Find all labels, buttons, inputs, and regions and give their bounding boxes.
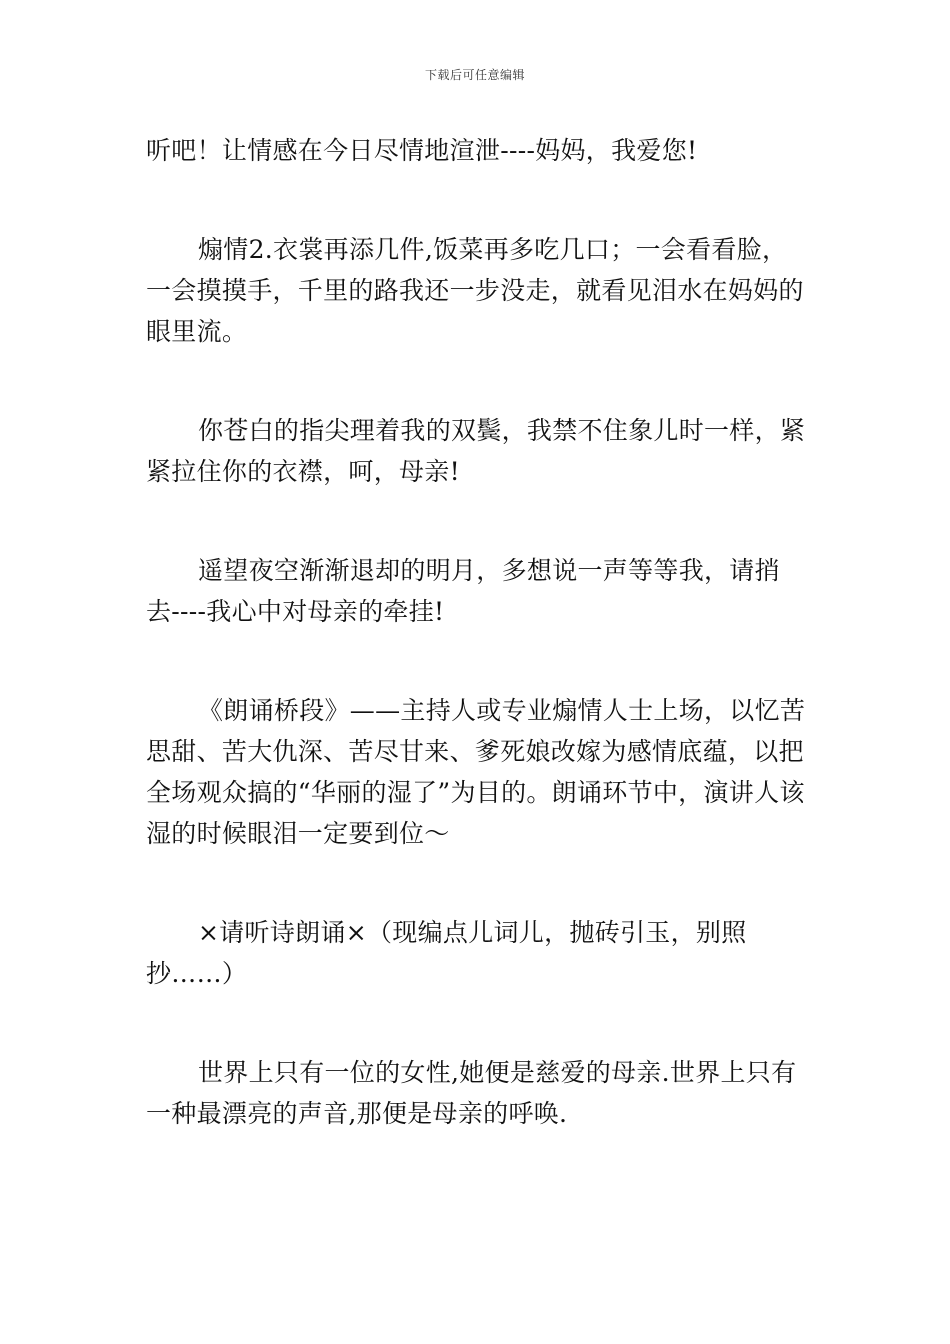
paragraph-5: 《朗诵桥段》——主持人或专业煽情人士上场，以忆苦思甜、苦大仇深、苦尽甘来、爹死娘改嫁为感情底蕴，以把全场观众搞的“华丽的湿了”为目的。朗诵环节中，演讲人该湿的时候眼泪一定要到位～ xyxy=(146,696,806,848)
paragraph-7: 世界上只有一位的女性,她便是慈爱的母亲.世界上只有一种最漂亮的声音,那便是母亲的呼唤. xyxy=(146,1058,797,1128)
document-body xyxy=(146,130,808,1192)
paragraph-2: 煽情2.衣裳再添几件,饭菜再多吃几口；一会看看脸，一会摸摸手，千里的路我还一步没走，就看见泪水在妈妈的眼里流。 xyxy=(146,235,804,346)
page-header: 下载后可任意编辑 xyxy=(424,68,525,82)
paragraph-3: 你苍白的指尖理着我的双鬓，我禁不住象儿时一样，紧紧拉住你的衣襟，呵，母亲! xyxy=(146,416,806,486)
paragraph-4: 遥望夜空渐渐退却的明月，多想说一声等等我，请捎去----我心中对母亲的牵挂! xyxy=(146,556,780,626)
paragraph-6: ×请听诗朗诵×（现编点儿词儿，抛砖引玉，别照抄……） xyxy=(146,918,747,988)
paragraph-1: 听吧！让情感在今日尽情地渲泄----妈妈，我爱您! xyxy=(146,136,698,165)
